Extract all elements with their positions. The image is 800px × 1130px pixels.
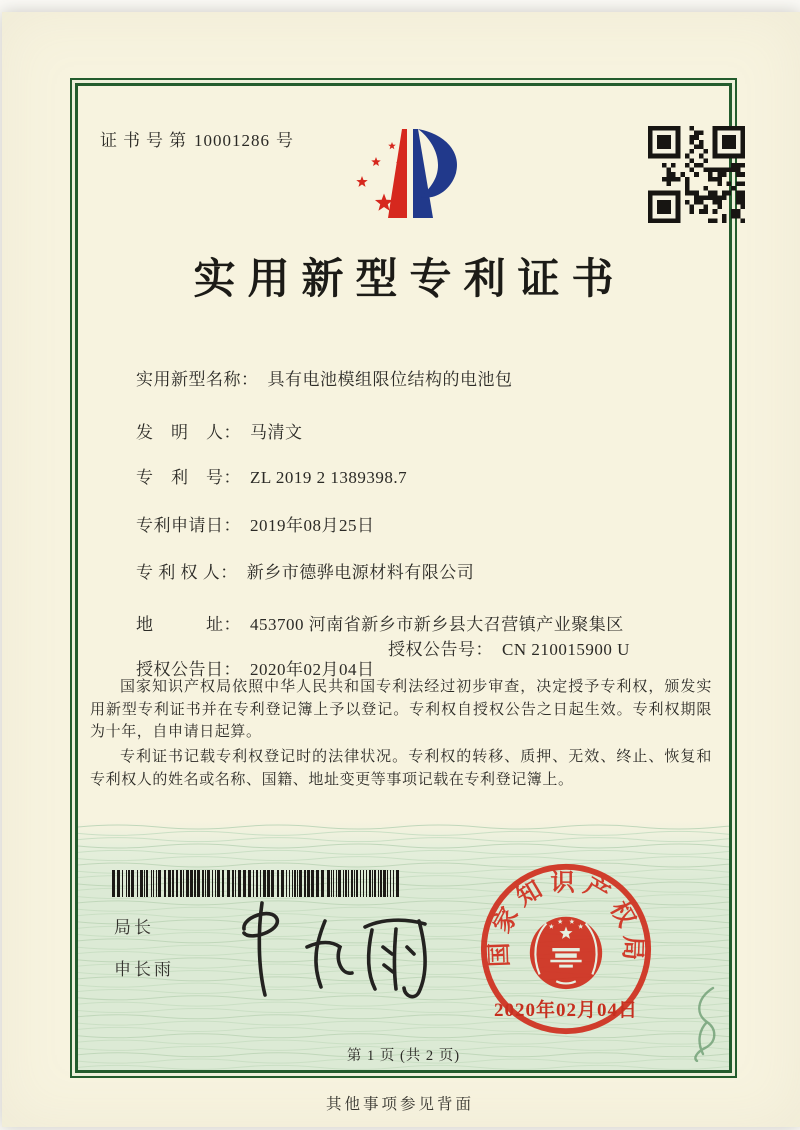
national-emblem-icon xyxy=(530,917,602,989)
certificate-number-suffix: 号 xyxy=(276,131,293,150)
field-label: 发 明 人： xyxy=(136,423,241,442)
certificate-title: 实用新型专利证书 xyxy=(193,257,626,303)
field-grant-number xyxy=(388,635,630,660)
field-value: 马清文 xyxy=(250,423,303,442)
body-paragraph-2: 专利证书记载专利权登记时的法律状况。专利权的转移、质押、无效、终止、恢复和专利权人的姓名或名称、国籍、地址变更等事项记载在专利登记簿上。 xyxy=(90,749,712,788)
field-label: 专 利 号： xyxy=(136,468,241,487)
page-number: 第 1 页 (共 2 页) xyxy=(346,1048,461,1064)
field-value: 具有电池模组限位结构的电池包 xyxy=(267,370,513,389)
field-value: 2020年02月04日 xyxy=(250,660,375,679)
field-value: 新乡市德骅电源材料有限公司 xyxy=(246,563,475,582)
body-paragraph-1: 国家知识产权局依照中华人民共和国专利法经过初步审查，决定授予专利权，颁发实用新型专利证书并在专利登记簿上予以登记。专利权自授权公告之日起生效。专利权期限为十年，自申请日起算。 xyxy=(90,679,712,740)
qr-code xyxy=(648,126,745,223)
field-label: 地 址： xyxy=(136,615,241,634)
director-block xyxy=(114,913,174,997)
field-value: CN 210015900 U xyxy=(502,640,630,659)
certificate-content xyxy=(78,86,729,1070)
cnipa-logo-icon xyxy=(329,116,479,231)
field-value: 453700 河南省新乡市新乡县大召营镇产业聚集区 xyxy=(250,615,624,634)
field-label: 授权公告号： xyxy=(388,640,493,659)
back-note: 其他事项参见背面 xyxy=(325,1096,474,1113)
director-name: 申长雨 xyxy=(114,960,174,979)
director-signature xyxy=(228,891,443,1003)
certificate-number-value: 10001286 xyxy=(194,131,270,150)
field-value: 2019年08月25日 xyxy=(250,516,375,535)
certificate-border-frame xyxy=(70,78,737,1078)
field-label: 实用新型名称： xyxy=(136,370,259,389)
field-label: 授权公告日： xyxy=(136,660,241,679)
field-label: 专 利 权 人： xyxy=(136,563,238,582)
certificate-number-prefix: 证书号第 xyxy=(100,131,192,150)
seal-date: 2020年02月04日 xyxy=(493,1000,638,1021)
seal-text: 国家知识产权局 xyxy=(485,869,647,968)
field-label: 专利申请日： xyxy=(136,516,241,535)
field-value: ZL 2019 2 1389398.7 xyxy=(250,468,408,487)
guilloche-zone xyxy=(78,821,729,1070)
certificate-number xyxy=(100,126,293,151)
director-title: 局长 xyxy=(114,918,154,937)
corner-ornament-icon xyxy=(683,984,725,1062)
